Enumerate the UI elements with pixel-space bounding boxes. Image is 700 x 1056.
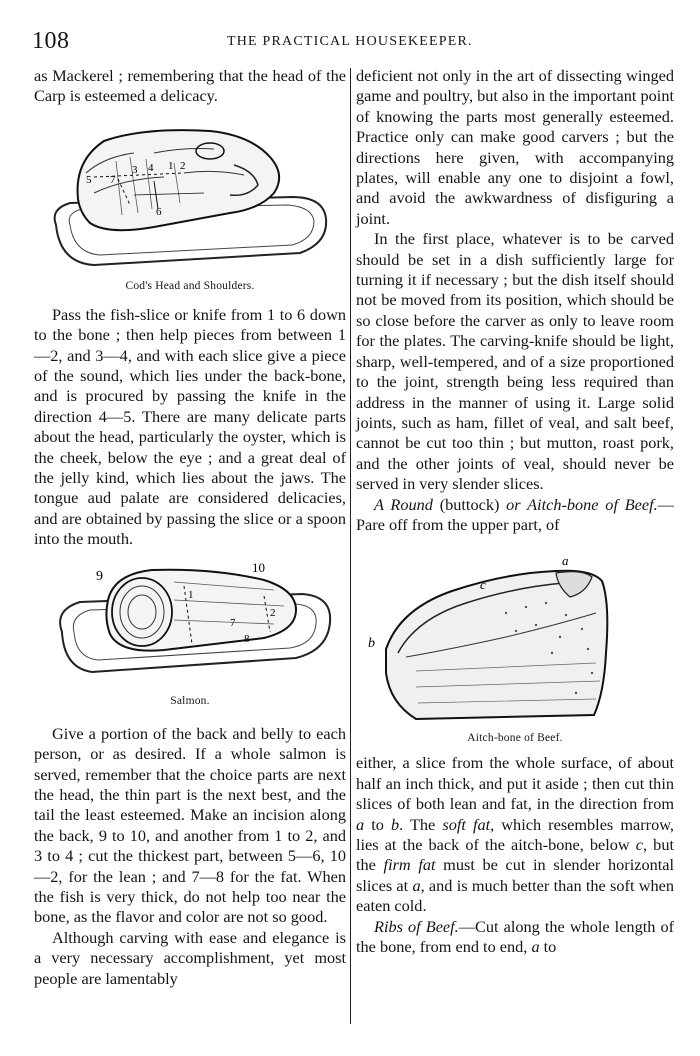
salmon-label-8: 8 [244, 632, 250, 645]
term-ribs-of-beef: Ribs of Beef. [374, 916, 459, 936]
term-a-round: A Round [374, 494, 433, 514]
paragraph-first-place: In the first place, whatever is to be carved should be set in a dish sufficiently large for turning it if necessary ; but the dish itself should not be moved from its position, which should be so close before the carver as only to leave room for the plates. The carving-knife should be light, sharp, well-tempered, and of a size proportioned to the joint, strength being less required than address in the manner of using it. Large solid joints, such as ham, fillet of veal, and salt beef, cannot be cut too thin ; but mutton, roast pork, and the other joints of veal, should never be served in very slender slices. [356, 229, 674, 494]
text-to: to [364, 814, 391, 834]
caption-salmon: Salmon. [170, 694, 210, 707]
aitch-label-c: c [480, 577, 486, 593]
ref-a-2: a [412, 875, 421, 895]
aitch-bone-illustration [356, 553, 674, 729]
figure-salmon [34, 560, 346, 710]
aitch-label-b: b [368, 636, 375, 652]
paragraph-round-of-beef [356, 495, 674, 536]
cod-label-4: 4 [148, 161, 154, 174]
cod-head-illustration [34, 113, 346, 273]
salmon-illustration [34, 560, 346, 692]
text-slice-a: either, a slice from the whole surface, of about half an inch thick, and put it aside ; then cut thin slices of both lean and fat, in the direction from [356, 753, 674, 814]
paragraph-carp: as Mackerel ; remembering that the head of the Carp is esteemed a delicacy. [34, 66, 346, 106]
figure-cod-head [34, 113, 346, 295]
cod-label-7: 7 [110, 173, 116, 186]
text-but-the: , but the [356, 834, 674, 875]
caption-cod: Cod's Head and Shoulders. [125, 279, 255, 292]
ref-c: c [635, 834, 644, 854]
term-soft-fat: soft fat [442, 814, 491, 834]
cod-label-6: 6 [156, 205, 162, 218]
salmon-label-2: 2 [270, 606, 276, 619]
salmon-label-7: 7 [230, 616, 236, 629]
text-buttock: (buttock) [432, 494, 507, 514]
text-cut-along: —Cut along the whole length of the bone, from end to end, [356, 916, 675, 956]
term-aitch-bone: or Aitch-bone of Beef. [506, 494, 658, 514]
cod-label-1: 1 [168, 159, 174, 172]
paragraph-ribs-of-beef [356, 917, 674, 958]
column-divider [350, 68, 351, 1024]
text-marrow: , which resembles marrow, lies at the back of the aitch-bone, below [356, 814, 674, 854]
ref-a-3: a [531, 937, 540, 956]
running-title: THE PRACTICAL HOUSEKEEPER. [227, 34, 473, 49]
page-number: 108 [32, 28, 70, 54]
figure-aitch-bone [356, 553, 674, 753]
cod-label-5: 5 [86, 173, 92, 186]
cod-label-2: 2 [180, 159, 186, 172]
ref-a: a [356, 814, 365, 834]
cod-label-3: 3 [132, 163, 138, 176]
paragraph-salmon-carving: Give a portion of the back and belly to each person, or as desired. If a whole salmon is served, remember that the choice parts are next the head, the thin part is the next best, and the tail the least esteemed. Make an incision along the back, 9 to 10, and another from 1 to 2, and 3 to 4 ; cut the thickest part, between 5—6, 10—2, for the lean ; and 7—8 for the fat. When the fish is very thick, do not help too near the bone, as the flavor and color are not so good. [34, 723, 346, 927]
text-pare-off: —Pare off from the upper part, of [356, 494, 675, 534]
right-column [356, 66, 674, 957]
salmon-label-10: 10 [252, 559, 265, 575]
ref-b: b [390, 814, 400, 834]
text-horizontal: must be cut in slender horizontal slices at [356, 855, 675, 895]
text-cold: , and is much better than the soft when eaten cold. [356, 875, 674, 916]
paragraph-carving-elegance: Although carving with ease and elegance is a very necessary accomplishment, yet most people are lamentably [34, 927, 346, 988]
aitch-label-a: a [562, 553, 569, 569]
paragraph-cod-carving: Pass the fish-slice or knife from 1 to 6 down to the bone ; then help pieces from between 1—2, and 3—4, and with each slice give a piece of the sound, which lies under the back-bone, and is procured by passing the knife in the direction 4—5. There are many delicate parts about the head, particularly the oyster, which is the cheek, below the eye ; and a great deal of the jelly kind, which lies about the jaws. The tongue aud palate are considered delicacies, and are obtained by passing the slice or a spoon into the mouth. [34, 304, 346, 549]
caption-aitch-bone: Aitch-bone of Beef. [467, 732, 563, 745]
salmon-label-1: 1 [188, 588, 194, 601]
salmon-label-9: 9 [96, 568, 103, 584]
text-to-end: to [539, 937, 557, 956]
page-header [32, 28, 682, 58]
text-the: . The [399, 814, 443, 834]
term-firm-fat: firm fat [383, 855, 436, 875]
paragraph-slice-surface [356, 753, 674, 916]
paragraph-dissecting: deficient not only in the art of dissecting winged game and poultry, but also in the important point of knowing the parts most generally esteemed. Practice only can make good carvers ; but the directions here given, with accompanying plates, will enable any one to disjoint a fowl, and avoid the awkwardness of disfiguring a joint. [356, 66, 674, 228]
left-column [34, 66, 346, 989]
